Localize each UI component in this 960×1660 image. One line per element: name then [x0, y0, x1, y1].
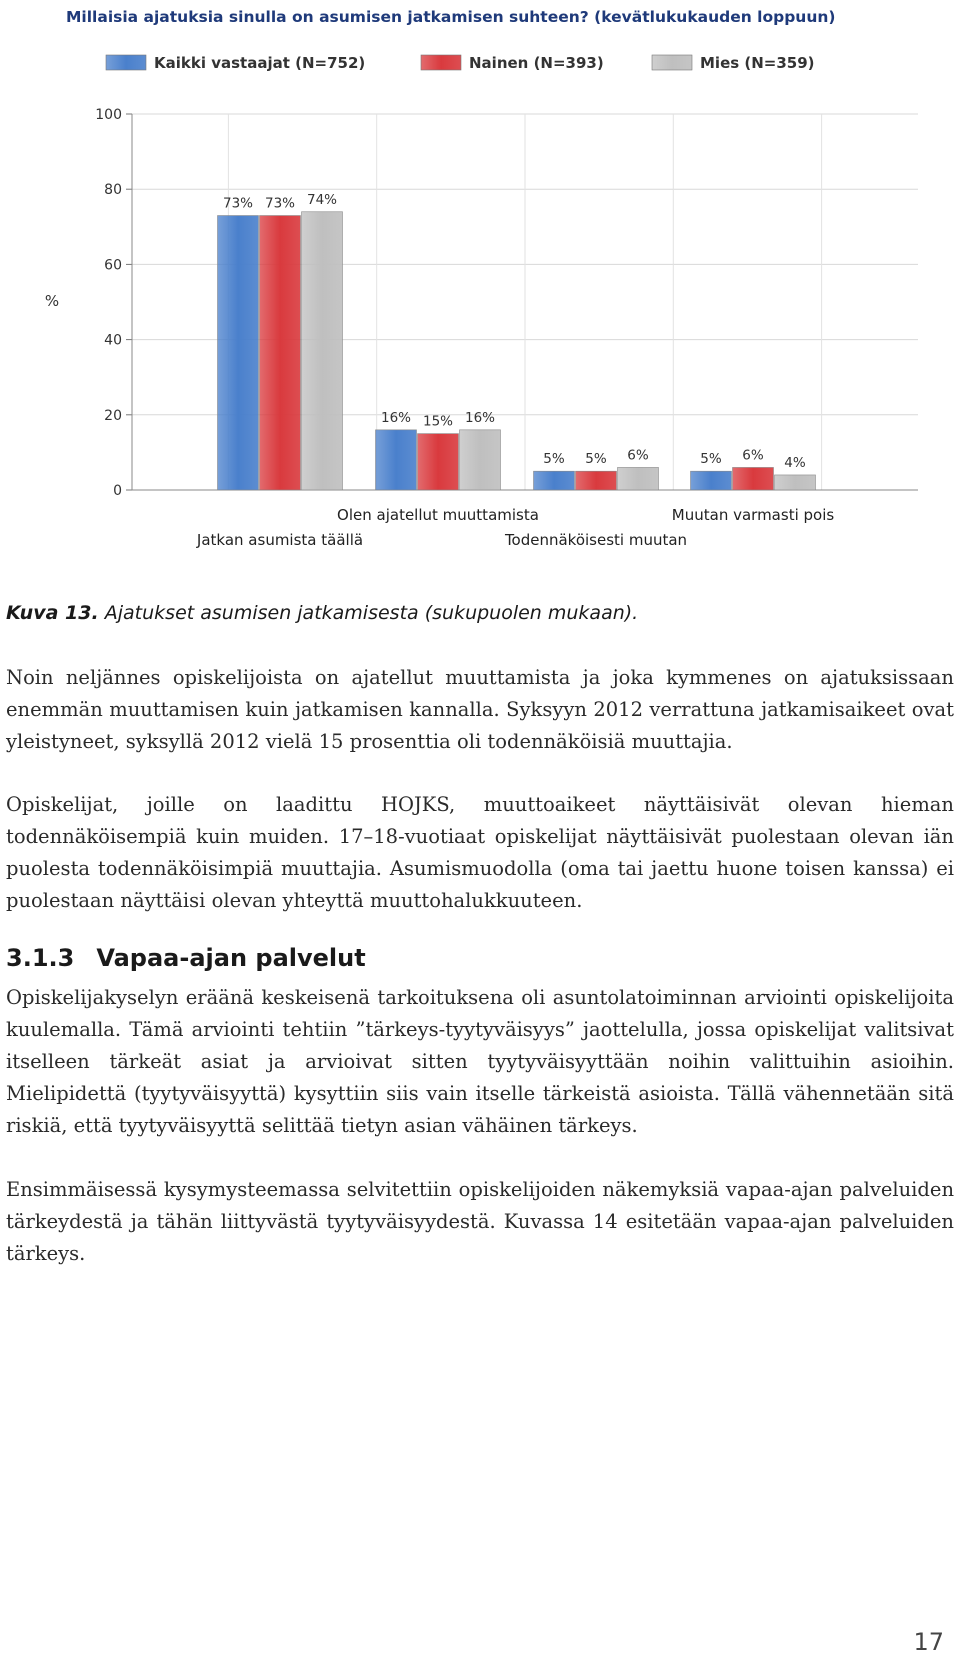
chart-title: Millaisia ajatuksia sinulla on asumisen jatkamisen suhteen? (kevätlukukauden loppuun) — [66, 8, 836, 26]
data-label: 16% — [380, 409, 412, 426]
bar — [775, 475, 816, 490]
legend-swatch-3 — [652, 55, 692, 70]
data-label: 5% — [585, 451, 607, 468]
paragraph-1: Noin neljännes opiskelijoista on ajatellut muuttamista ja joka kymmenes on ajatuksissaan enemmän muuttamisen kuin jatkamisen kannalla. Syksyyn 2012 verrattuna jatkamisaikeet ovat yleistyneet, syksyllä 2012 vielä 15 prosenttia oli todennäköisiä muuttajia. — [6, 666, 954, 753]
bar — [534, 471, 575, 490]
data-label: 5% — [543, 451, 565, 468]
bar — [576, 471, 617, 490]
data-label: 5% — [700, 451, 722, 468]
figure-caption-text: Ajatukset asumisen jatkamisesta (sukupuolen mukaan). — [104, 602, 639, 624]
chart-canvas — [0, 0, 960, 560]
legend-swatch-1 — [106, 55, 146, 70]
y-axis-label: % — [44, 292, 60, 310]
y-tick-label: 20 — [104, 407, 122, 424]
data-label: 6% — [742, 447, 764, 464]
y-tick-label: 80 — [104, 182, 122, 199]
bar — [691, 471, 732, 490]
data-label: 4% — [784, 454, 806, 471]
bar — [302, 212, 343, 490]
data-label: 6% — [627, 447, 649, 464]
bar — [376, 430, 417, 490]
data-label: 74% — [306, 191, 338, 208]
data-label: 73% — [222, 195, 254, 212]
page-number: 17 — [913, 1628, 944, 1656]
legend-swatch-2 — [421, 55, 461, 70]
x-tick-label: Todennäköisesti muutan — [504, 531, 688, 549]
section-number: 3.1.3 — [6, 944, 75, 972]
section-title: Vapaa-ajan palvelut — [96, 944, 366, 972]
figure-caption — [6, 602, 638, 624]
paragraph-3: Opiskelijakyselyn eräänä keskeisenä tarkoituksena oli asuntolatoiminnan arviointi opiskelijoita kuulemalla. Tämä arviointi tehtiin ”tärkeys-tyytyväisyys” jaottelulla, jossa opiskelijat valitsivat itselleen tärkeät asiat ja arvioivat sitten tyytyväisyyttään noihin valittuihin asioihin. Mielipidettä (tyytyväisyyttä) kysyttiin siis vain itselle tärkeistä asioista. Tällä vähennetään sitä riskiä, että tyytyväisyyttä selittää tietyn asian vähäinen tärkeys. — [6, 986, 954, 1137]
bar — [218, 216, 259, 490]
legend-label-2: Nainen (N=393) — [469, 54, 604, 72]
data-label: 16% — [464, 409, 496, 426]
data-label: 73% — [264, 195, 296, 212]
bar — [733, 467, 774, 490]
y-tick-label: 0 — [113, 483, 122, 499]
data-label: 15% — [422, 413, 454, 430]
y-tick-label: 100 — [95, 107, 122, 123]
figure-number: Kuva 13. — [6, 602, 99, 624]
y-tick-label: 60 — [104, 257, 122, 274]
bar — [618, 467, 659, 490]
x-tick-label: Olen ajatellut muuttamista — [337, 506, 539, 524]
bar — [460, 430, 501, 490]
legend-label-1: Kaikki vastaajat (N=752) — [154, 54, 366, 72]
paragraph-2: Opiskelijat, joille on laadittu HOJKS, muuttoaikeet näyttäisivät olevan hieman todennäköisempiä kuin muiden. 17–18-vuotiaat opiskelijat näyttäisivät puolestaan olevan iän puolesta todennäköisimpiä muuttajia. Asumismuodolla (oma tai jaettu huone toisen kanssa) ei puolestaan näyttäisi olevan yhteyttä muuttohalukkuuteen. — [6, 793, 954, 912]
x-tick-label: Muutan varmasti pois — [671, 506, 835, 524]
paragraph-4: Ensimmäisessä kysymysteemassa selvitettiin opiskelijoiden näkemyksiä vapaa-ajan palveluiden tärkeydestä ja tähän liittyvästä tyytyväisyydestä. Kuvassa 14 esitetään vapaa-ajan palveluiden tärkeys. — [6, 1178, 954, 1265]
bar — [418, 434, 459, 490]
x-tick-label: Jatkan asumista täällä — [196, 531, 364, 549]
section-heading — [6, 944, 366, 972]
legend-label-3: Mies (N=359) — [700, 54, 815, 72]
bar — [260, 216, 301, 490]
bar-chart — [0, 0, 960, 560]
y-tick-label: 40 — [104, 332, 122, 349]
